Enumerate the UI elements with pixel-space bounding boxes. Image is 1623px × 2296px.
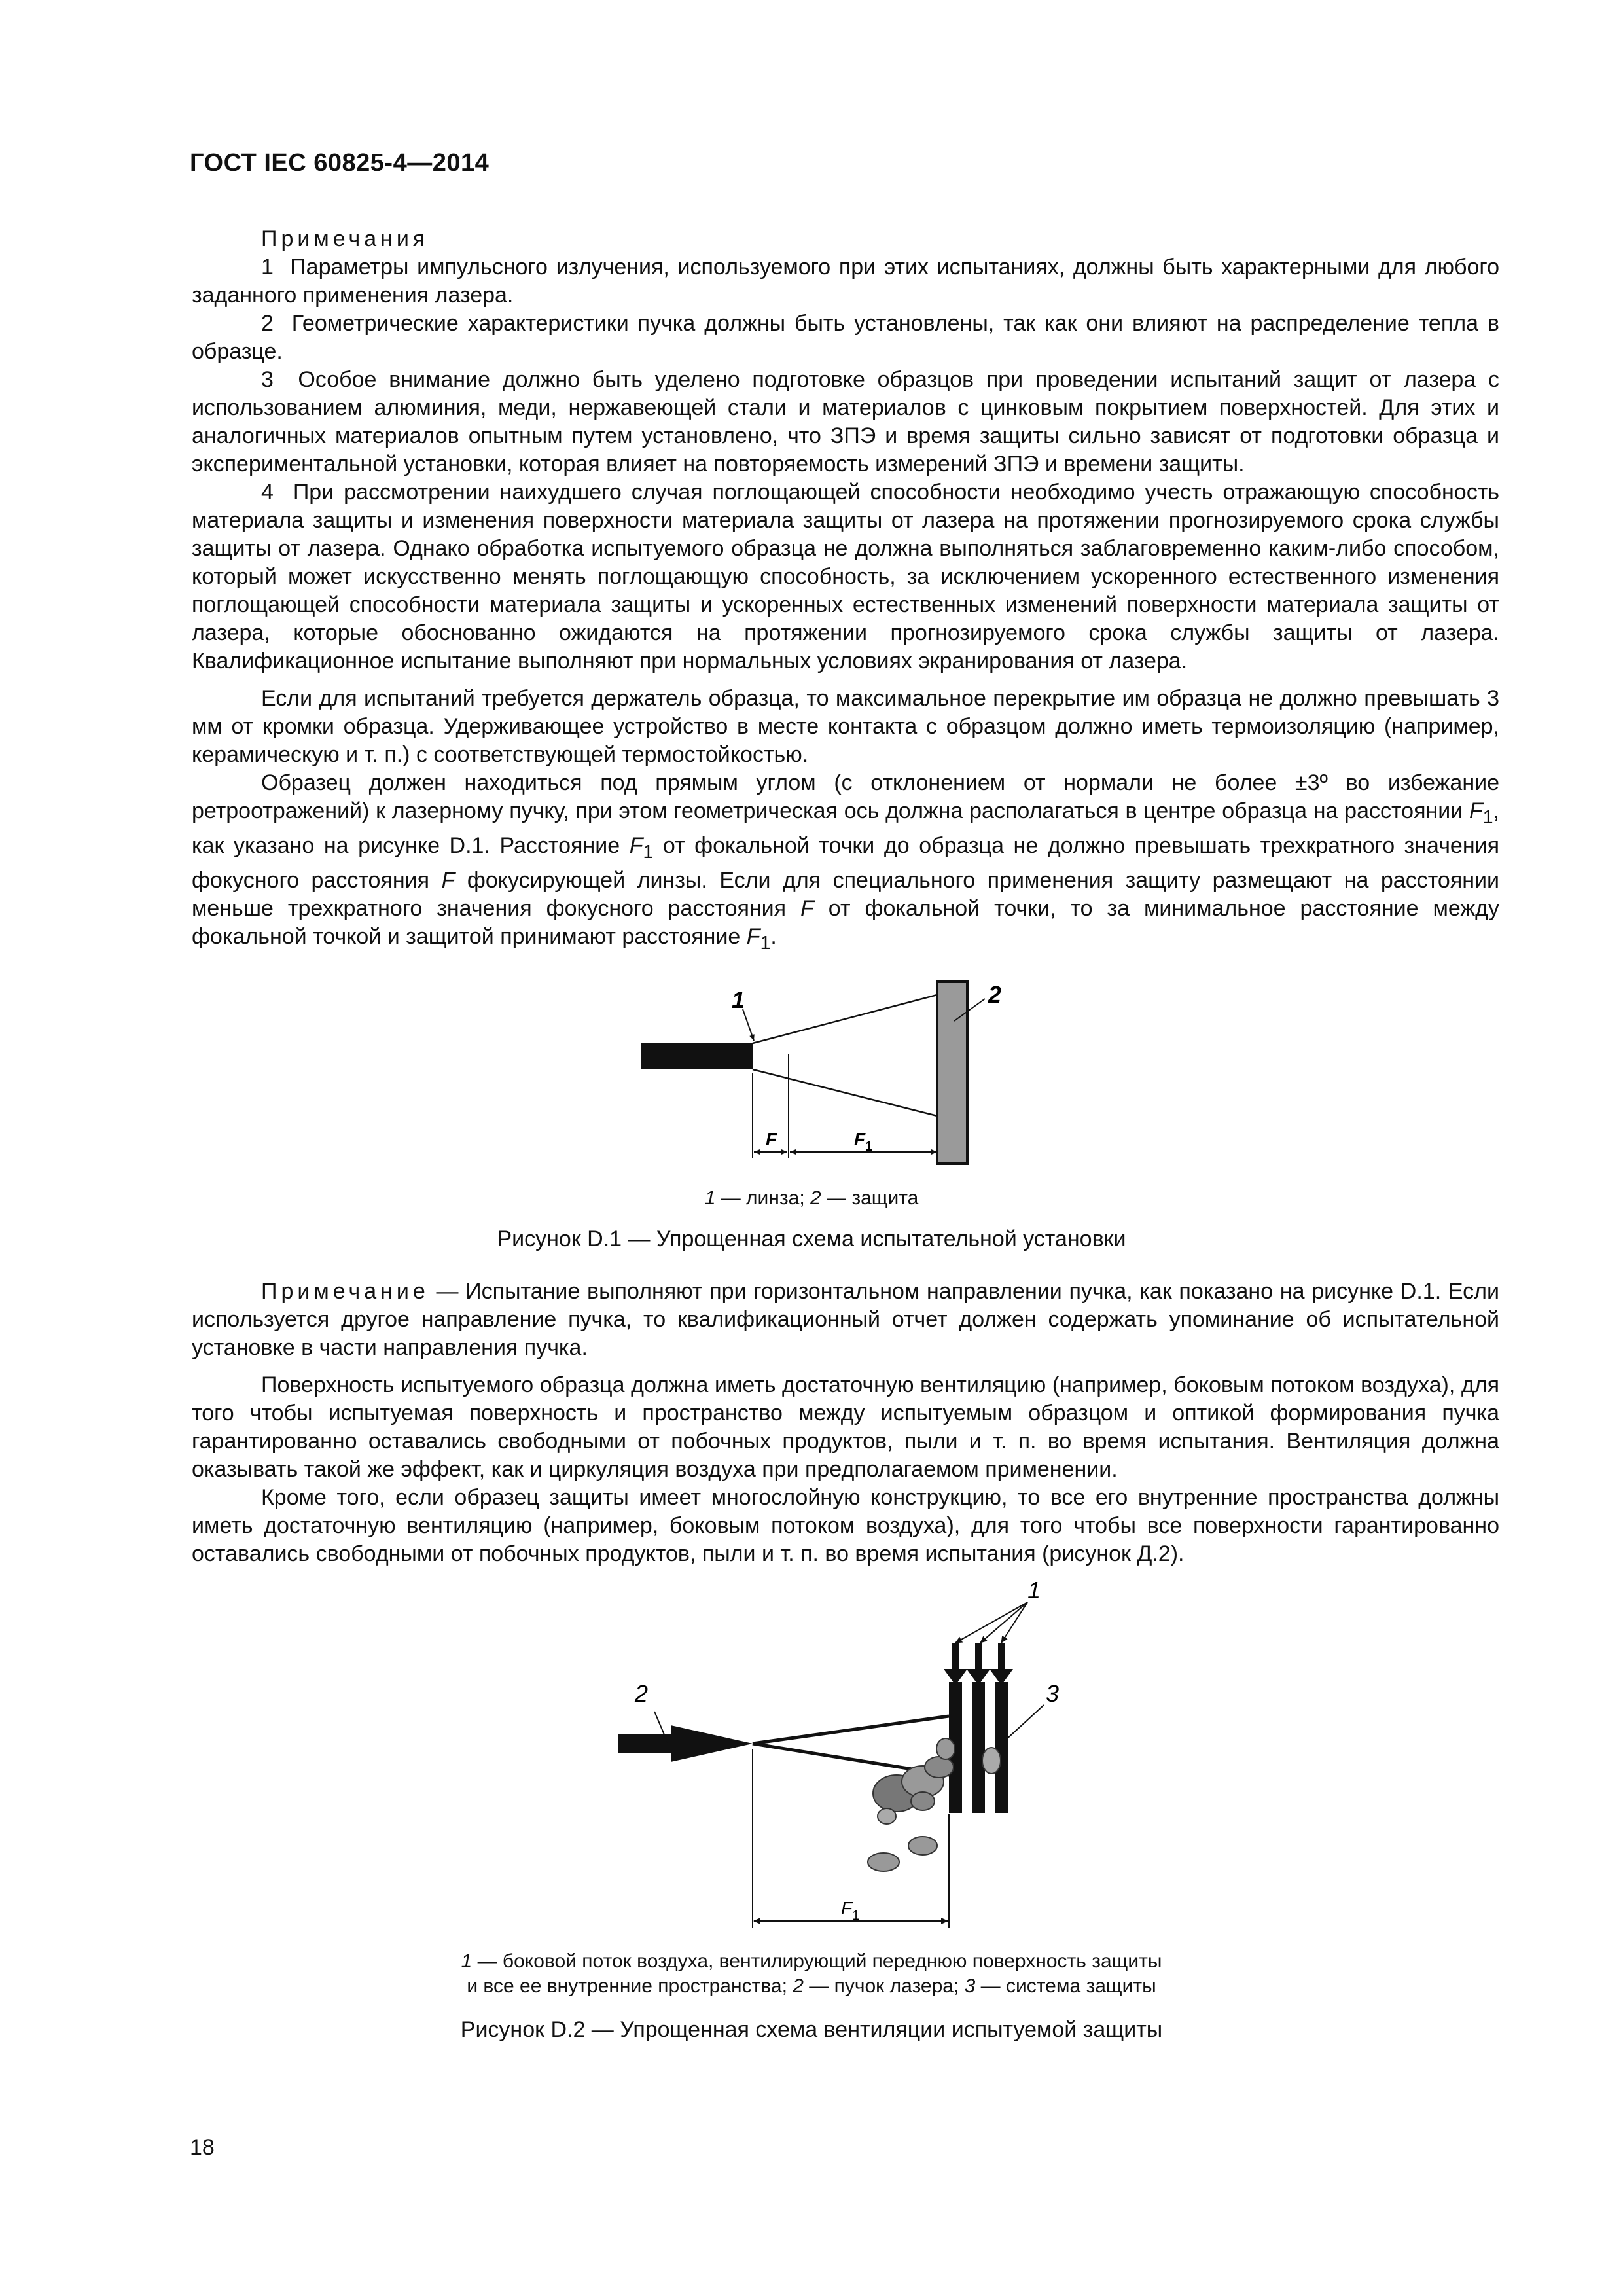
laser-beam-shaft [618, 1734, 671, 1753]
dimension-label-F: F [766, 1129, 777, 1149]
figure-label-1: 1 [732, 986, 745, 1013]
protection-layer-2 [972, 1682, 985, 1813]
figure-d2-legend-line-1: 1 — боковой поток воздуха, вентилирующий переднюю поверхность защиты [461, 1950, 1162, 1972]
ventilation-paragraph: Поверхность испытуемого образца должна иметь достаточную вентиляцию (например, боковым потоком воздуха), для того чтобы испытуемая поверхность и пространство между испытуемым образцом и оптикой формирования пучка гарантированно оставались свободными от побочных продуктов, пыли и т. п. во время испытания. Вентиляция должна оказывать такой же эффект, как и циркуляция воздуха при предполагаемом применении. [192, 1372, 1499, 1482]
symbol-F1: F [1469, 798, 1483, 823]
notes-block [192, 225, 1499, 957]
figure-d1-diagram [628, 975, 1073, 1172]
symbol-F1: F [746, 924, 760, 949]
figure-label-2: 2 [635, 1680, 649, 1707]
single-note: Примечание — Испытание выполняют при горизонтальном направлении пучка, как показано на рисунке D.1. Если используется другое направление пучка, то квалификационный отчет должен содержать упоминание об испытательной установке в части направления пучка. [192, 1279, 1499, 1360]
dimension-label-F1: $F_1$ [854, 1129, 873, 1154]
note-text: Особое внимание должно быть уделено подготовке образцов при проведении испытаний защит от лазера с использованием алюминия, меди, нержавеющей стали и материалов с цинковым покрытием поверхностей. Для этих и аналогичных материалов опытным путем установлено, что ЗПЭ и время защиты сильно зависят от подготовки образца и экспериментальной установки, которая влияет на повторяемость измерений ЗПЭ и времени защиты. [192, 367, 1499, 476]
body-block-2 [192, 1278, 1499, 1568]
multilayer-paragraph: Кроме того, если образец защиты имеет многослойную конструкцию, то все его внутренние пространства должны иметь достаточную вентиляцию (например, боковым потоком воздуха), для того чтобы все поверхности гарантированно оставались свободными от побочных продуктов, пыли и т. п. во время испытания (рисунок Д.2). [192, 1485, 1499, 1566]
note-text: Геометрические характеристики пучка должны быть установлены, так как они влияют на распределение тепла в образце. [192, 311, 1499, 364]
laser-source-bar [641, 1043, 753, 1069]
note-number: 2 [261, 311, 274, 336]
dimension-label-F1: $F_1$ [841, 1898, 860, 1923]
protection-plate [937, 982, 967, 1164]
single-note-heading: Примечание [261, 1279, 429, 1304]
figure-label-3: 3 [1046, 1680, 1060, 1707]
figure-label-2: 2 [988, 981, 1002, 1008]
standard-code-header: ГОСТ IEC 60825-4—2014 [190, 149, 490, 177]
figure-d2-caption: Рисунок D.2 — Упрощенная схема вентиляции испытуемой защиты [460, 2017, 1163, 2042]
note-item-3 [192, 366, 1499, 478]
note-number: 4 [261, 480, 274, 505]
note-text: Параметры импульсного излучения, используемого при этих испытаниях, должны быть характерными для любого заданного применения лазера. [192, 255, 1499, 308]
holder-paragraph: Если для испытаний требуется держатель образца, то максимальное перекрытие им образца не должно превышать 3 мм от кромки образца. Удерживающее устройство в месте контакта с образцом должно иметь термоизоляцию (например, керамическую и т. п.) с соответствующей термостойкостью. [192, 686, 1499, 767]
beam-ray-bottom [753, 1069, 937, 1116]
note-item-1 [192, 253, 1499, 310]
airflow-arrow-2 [967, 1643, 990, 1685]
note-number: 3 [261, 367, 274, 392]
figure-d1-caption: Рисунок D.1 — Упрощенная схема испытательной установки [497, 1227, 1126, 1251]
symbol-F1: F [629, 833, 643, 858]
symbol-F: F [800, 895, 814, 921]
airflow-arrow-3 [990, 1643, 1013, 1685]
laser-beam-arrowhead [671, 1725, 753, 1762]
symbol-F: F [441, 867, 455, 893]
figure-d2-diagram [609, 1571, 1106, 1937]
figure-d1-legend: 1 — линза; 2 — защита [704, 1187, 919, 1209]
figure-d2-legend [0, 1949, 1623, 1999]
airflow-arrow-1 [944, 1643, 967, 1685]
beam-ray-top [753, 1716, 949, 1744]
leader-1 [743, 1009, 754, 1041]
page-number: 18 [190, 2135, 215, 2160]
notes-heading: Примечания [261, 226, 429, 251]
figure-label-1: 1 [1027, 1577, 1041, 1604]
note-number: 1 [261, 255, 274, 279]
note-item-4 [192, 478, 1499, 675]
note-item-2 [192, 310, 1499, 366]
position-paragraph: Образец должен находиться под прямым углом (с отклонением от нормали не более ±3º во избежание ретроотражений) к лазерному пучку, при этом геометрическая ось должна располагаться в центре образца на расстоянии $F_1$, как указано на рисунке D.1. Расстояние $F_1$ от фокальной точки до образца не должно превышать трехкратного значения фокусного расстояния F фокусирующей линзы. Если для специального применения защиту размещают на расстоянии меньше трехкратного значения фокусного расстояния F от фокальной точки, то за минимальное расстояние между фокальной точкой и защитой принимают расстояние $F_1$. [192, 770, 1499, 954]
protection-layer-3 [995, 1682, 1008, 1813]
note-text: При рассмотрении наихудшего случая поглощающей способности необходимо учесть отражающую способность материала защиты и изменения поверхности материала защиты от лазера на протяжении прогнозируемого срока службы защиты от лазера. Однако обработка испытуемого образца не должна выполняться заблаговременно каким-либо способом, который может искусственно менять поглощающую способность, за исключением ускоренного естественного изменения поглощающей способности материала защиты и ускоренных естественных изменений поверхности материала защиты от лазера, которые обоснованно ожидаются на протяжении прогнозируемого срока службы защиты от лазера. Квалификационное испытание выполняют при нормальных условиях экранирования от лазера. [192, 480, 1499, 673]
figure-d2-legend-line-2: и все ее внутренние пространства; 2 — пучок лазера; 3 — система защиты [467, 1975, 1156, 1997]
beam-ray-top [753, 995, 937, 1043]
